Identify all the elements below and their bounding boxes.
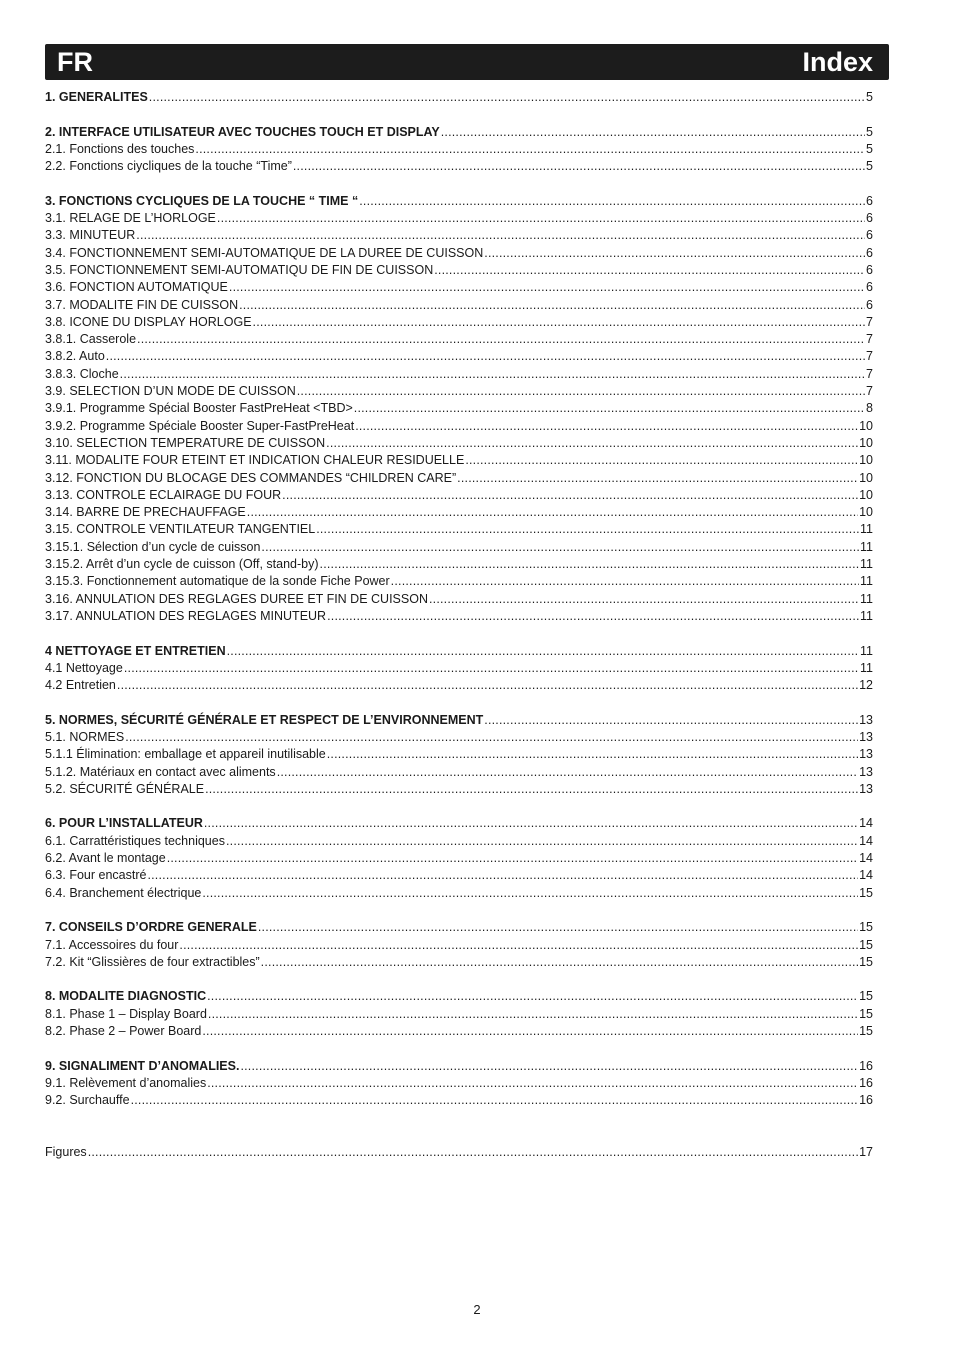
toc-entry[interactable]	[45, 366, 873, 383]
toc-entry-label: 2. INTERFACE UTILISATEUR AVEC TOUCHES TOUCH ET DISPLAY	[45, 124, 440, 139]
toc-entry[interactable]	[45, 573, 873, 590]
toc-dot-leader	[297, 383, 865, 400]
toc-dot-leader	[277, 764, 858, 781]
toc-entry-page: 15	[859, 954, 873, 969]
toc-entry-page: 16	[859, 1058, 873, 1073]
toc-entry-label: 3.9.2. Programme Spéciale Booster Super-FastPreHeat	[45, 418, 355, 433]
toc-dot-leader	[465, 452, 858, 469]
toc-dot-leader	[106, 348, 865, 365]
toc-entry-page: 16	[859, 1093, 873, 1108]
toc-section-entry[interactable]	[45, 919, 873, 936]
toc-entry-label: 7.1. Accessoires du four	[45, 937, 179, 952]
toc-entry[interactable]	[45, 556, 873, 573]
toc-entry-page: 14	[859, 868, 873, 883]
toc-entry-label: 3.12. FONCTION DU BLOCAGE DES COMMANDES “CHILDREN CARE”	[45, 470, 457, 485]
toc-section-entry[interactable]	[45, 815, 873, 832]
toc-dot-leader	[261, 954, 858, 971]
toc-entry-label: 6.3. Four encastré	[45, 868, 147, 883]
toc-entry[interactable]	[45, 1144, 873, 1161]
toc-entry-label: 3.1. RELAGE DE L’HORLOGE	[45, 211, 216, 226]
toc-entry[interactable]	[45, 1006, 873, 1023]
toc-dot-leader	[226, 833, 858, 850]
toc-entry-page: 6	[866, 297, 873, 312]
toc-dot-leader	[229, 279, 865, 296]
toc-entry-label: 3.9. SELECTION D’UN MODE DE CUISSON	[45, 384, 296, 399]
toc-entry-label: 3.5. FONCTIONNEMENT SEMI-AUTOMATIQU DE FIN DE CUISSON	[45, 262, 434, 277]
toc-entry[interactable]	[45, 435, 873, 452]
toc-entry[interactable]	[45, 746, 873, 763]
toc-entry-page: 5	[866, 141, 873, 156]
toc-entry[interactable]	[45, 383, 873, 400]
toc-entry[interactable]	[45, 660, 873, 677]
toc-entry-label: 4.2 Entretien	[45, 678, 116, 693]
toc-section-entry[interactable]	[45, 124, 873, 141]
toc-entry-page: 7	[866, 384, 873, 399]
toc-dot-leader	[484, 245, 865, 262]
toc-entry[interactable]	[45, 850, 873, 867]
toc-entry[interactable]	[45, 937, 873, 954]
toc-entry-page: 10	[859, 470, 873, 485]
toc-entry-page: 11	[860, 574, 873, 589]
toc-entry[interactable]	[45, 400, 873, 417]
toc-entry-label: 5. NORMES, SÉCURITÉ GÉNÉRALE ET RESPECT DE L’ENVIRONNEMENT	[45, 712, 484, 727]
toc-entry-page: 6	[866, 280, 873, 295]
toc-entry-page: 11	[860, 643, 873, 658]
toc-section-entry[interactable]	[45, 643, 873, 660]
toc-entry-page: 10	[859, 435, 873, 450]
toc-section-entry[interactable]	[45, 1058, 873, 1075]
toc-entry-page: 14	[859, 816, 873, 831]
toc-entry-label: 3.3. MINUTEUR	[45, 228, 136, 243]
toc-entry[interactable]	[45, 729, 873, 746]
toc-entry-page: 15	[859, 1006, 873, 1021]
toc-entry-label: 6.2. Avant le montage	[45, 851, 166, 866]
toc-entry[interactable]	[45, 504, 873, 521]
toc-entry-page: 11	[860, 522, 873, 537]
toc-dot-leader	[261, 539, 859, 556]
toc-entry-label: 3.15.2. Arrêt d’un cycle de cuisson (Off, stand-by)	[45, 557, 319, 572]
toc-entry-label: Figures	[45, 1145, 87, 1160]
toc-entry-label: 3.17. ANNULATION DES REGLAGES MINUTEUR	[45, 608, 327, 623]
toc-dot-leader	[217, 210, 865, 227]
toc-entry-page: 7	[866, 349, 873, 364]
toc-entry-label: 6. POUR L’INSTALLATEUR	[45, 816, 203, 831]
toc-dot-leader	[282, 487, 858, 504]
toc-entry-label: 4.1 Nettoyage	[45, 660, 123, 675]
toc-entry-label: 6.1. Carrattéristiques techniques	[45, 833, 225, 848]
toc-entry-page: 10	[859, 505, 873, 520]
toc-dot-leader	[293, 158, 865, 175]
toc-dot-leader	[239, 297, 865, 314]
index-header-bar	[45, 44, 889, 80]
toc-entry-label: 1. GENERALITES	[45, 90, 148, 104]
toc-entry-page: 15	[859, 885, 873, 900]
toc-entry-label: 3.13. CONTROLE ECLAIRAGE DU FOUR	[45, 487, 282, 502]
toc-entry-label: 9.2. Surchauffe	[45, 1093, 130, 1108]
toc-dot-leader	[117, 677, 858, 694]
toc-dot-leader	[258, 919, 858, 936]
toc-entry-label: 3.9.1. Programme Spécial Booster FastPreHeat <TBD>	[45, 401, 353, 416]
toc-entry-label: 3.15. CONTROLE VENTILATEUR TANGENTIEL	[45, 522, 316, 537]
toc-dot-leader	[326, 435, 858, 452]
toc-entry-page: 10	[859, 418, 873, 433]
toc-entry-label: 9. SIGNALIMENT D’ANOMALIES.	[45, 1058, 240, 1073]
toc-dot-leader	[207, 988, 858, 1005]
toc-dot-leader	[327, 608, 859, 625]
toc-entry[interactable]	[45, 521, 873, 538]
page-title: Index	[802, 47, 873, 77]
toc-dot-leader	[227, 643, 859, 660]
toc-entry-page: 15	[859, 1024, 873, 1039]
toc-spacer	[45, 625, 873, 642]
toc-spacer	[45, 971, 873, 988]
toc-dot-leader	[208, 1006, 858, 1023]
toc-entry[interactable]	[45, 245, 873, 262]
toc-entry-label: 3.7. MODALITE FIN DE CUISSON	[45, 297, 239, 312]
toc-entry-page: 7	[866, 314, 873, 329]
toc-entry-label: 3.8.1. Casserole	[45, 332, 137, 347]
toc-entry-label: 7. CONSEILS D’ORDRE GENERALE	[45, 920, 257, 935]
toc-spacer	[45, 1040, 873, 1057]
toc-entry-page: 13	[859, 764, 873, 779]
toc-entry-page: 6	[866, 193, 873, 208]
toc-dot-leader	[195, 141, 865, 158]
toc-entry[interactable]	[45, 885, 873, 902]
toc-entry-label: 3.11. MODALITE FOUR ETEINT ET INDICATION CHALEUR RESIDUELLE	[45, 453, 465, 468]
toc-entry-page: 5	[866, 124, 873, 139]
toc-entry-label: 2.1. Fonctions des touches	[45, 141, 195, 156]
toc-entry-label: 3.10. SELECTION TEMPERATURE DE CUISSON	[45, 435, 326, 450]
toc-dot-leader	[316, 521, 859, 538]
toc-entry-label: 3.4. FONCTIONNEMENT SEMI-AUTOMATIQUE DE LA DUREE DE CUISSON	[45, 245, 484, 260]
toc-entry-label: 3.8.3. Cloche	[45, 366, 119, 381]
toc-spacer	[45, 106, 873, 123]
toc-entry[interactable]	[45, 418, 873, 435]
toc-entry-page: 11	[860, 660, 873, 675]
toc-entry[interactable]	[45, 331, 873, 348]
toc-entry-label: 8.1. Phase 1 – Display Board	[45, 1006, 207, 1021]
toc-entry-page: 12	[859, 678, 873, 693]
toc-entry[interactable]	[45, 158, 873, 175]
toc-entry[interactable]	[45, 539, 873, 556]
toc-spacer	[45, 902, 873, 919]
toc-dot-leader	[149, 89, 865, 106]
toc-dot-leader	[320, 556, 859, 573]
toc-entry[interactable]	[45, 1075, 873, 1092]
toc-entry[interactable]	[45, 833, 873, 850]
toc-entry[interactable]	[45, 781, 873, 798]
toc-entry-label: 9.1. Relèvement d’anomalies	[45, 1075, 207, 1090]
toc-entry[interactable]	[45, 262, 873, 279]
toc-entry-page: 7	[866, 366, 873, 381]
toc-dot-leader	[359, 193, 865, 210]
toc-dot-leader	[204, 815, 858, 832]
toc-section-entry[interactable]	[45, 712, 873, 729]
toc-entry-label: 4 NETTOYAGE ET ENTRETIEN	[45, 643, 226, 658]
toc-entry-page: 15	[859, 920, 873, 935]
toc-entry-label: 3. FONCTIONS CYCLIQUES DE LA TOUCHE “ TIME “	[45, 193, 359, 208]
toc-entry-label: 3.6. FONCTION AUTOMATIQUE	[45, 280, 228, 295]
toc-entry-page: 15	[859, 989, 873, 1004]
toc-entry-page: 6	[866, 228, 873, 243]
toc-section-entry[interactable]	[45, 193, 873, 210]
toc-section-entry[interactable]	[45, 988, 873, 1005]
toc-entry-label: 7.2. Kit “Glissières de four extractibles”	[45, 954, 260, 969]
toc-dot-leader	[441, 124, 865, 141]
toc-entry-page: 11	[860, 608, 873, 623]
toc-dot-leader	[88, 1144, 858, 1161]
toc-dot-leader	[457, 470, 858, 487]
toc-spacer	[45, 694, 873, 711]
toc-entry-page: 7	[866, 332, 873, 347]
page-number: 2	[473, 1302, 481, 1317]
toc-entry-label: 6.4. Branchement électrique	[45, 885, 202, 900]
toc-entry[interactable]	[45, 297, 873, 314]
toc-entry[interactable]	[45, 608, 873, 625]
toc-entry[interactable]	[45, 470, 873, 487]
toc-dot-leader	[247, 504, 858, 521]
toc-dot-leader	[205, 781, 858, 798]
toc-entry[interactable]	[45, 764, 873, 781]
toc-entry[interactable]	[45, 487, 873, 504]
toc-dot-leader	[131, 1092, 859, 1109]
toc-entry-label: 3.15.1. Sélection d’un cycle de cuisson	[45, 539, 261, 554]
toc-entry[interactable]	[45, 314, 873, 331]
toc-entry-label: 2.2. Fonctions ciycliques de la touche “Time”	[45, 159, 292, 174]
toc-dot-leader	[327, 746, 858, 763]
toc-dot-leader	[124, 660, 859, 677]
toc-entry[interactable]	[45, 452, 873, 469]
toc-dot-leader	[179, 937, 858, 954]
toc-entry-label: 8.2. Phase 2 – Power Board	[45, 1024, 202, 1039]
toc-entry-page: 14	[859, 851, 873, 866]
toc-entry-page: 5	[866, 90, 873, 104]
toc-entry[interactable]	[45, 954, 873, 971]
toc-dot-leader	[137, 331, 865, 348]
toc-entry-page: 14	[859, 833, 873, 848]
toc-entry-page: 6	[866, 211, 873, 226]
toc-entry[interactable]	[45, 867, 873, 884]
toc-entry-page: 10	[859, 487, 873, 502]
toc-entry-label: 5.2. SÉCURITÉ GÉNÉRALE	[45, 781, 205, 796]
toc-dot-leader	[355, 418, 858, 435]
toc-dot-leader	[434, 262, 865, 279]
toc-entry-page: 13	[859, 747, 873, 762]
toc-entry[interactable]	[45, 141, 873, 158]
toc-entry-page: 11	[860, 557, 873, 572]
toc-entry-page: 13	[859, 712, 873, 727]
toc-entry-page: 17	[859, 1145, 873, 1160]
toc-entry-page: 13	[859, 729, 873, 744]
toc-entry-page: 5	[866, 159, 873, 174]
toc-entry-label: 8. MODALITE DIAGNOSTIC	[45, 989, 207, 1004]
toc-dot-leader	[147, 867, 858, 884]
toc-entry-page: 10	[859, 453, 873, 468]
toc-dot-leader	[167, 850, 858, 867]
toc-entry-label: 5.1.2. Matériaux en contact avec aliments	[45, 764, 276, 779]
toc-entry-label: 3.8.2. Auto	[45, 349, 105, 364]
toc-entry[interactable]	[45, 677, 873, 694]
toc-dot-leader	[240, 1058, 858, 1075]
toc-entry[interactable]	[45, 348, 873, 365]
toc-dot-leader	[253, 314, 866, 331]
toc-spacer	[45, 175, 873, 192]
toc-entry-page: 11	[860, 539, 873, 554]
toc-dot-leader	[484, 712, 858, 729]
language-label: FR	[57, 47, 93, 77]
toc-spacer	[45, 1110, 873, 1145]
toc-dot-leader	[391, 573, 859, 590]
toc-section-entry[interactable]	[45, 89, 873, 106]
toc-entry-label: 5.1.1 Élimination: emballage et appareil inutilisable	[45, 747, 326, 762]
toc-dot-leader	[136, 227, 865, 244]
toc-entry-page: 13	[859, 781, 873, 796]
toc-entry[interactable]	[45, 279, 873, 296]
table-of-contents	[45, 89, 873, 1161]
toc-entry-label: 5.1. NORMES	[45, 729, 125, 744]
toc-entry[interactable]	[45, 227, 873, 244]
toc-entry-label: 3.16. ANNULATION DES REGLAGES DUREE ET FIN DE CUISSON	[45, 591, 428, 606]
toc-dot-leader	[202, 885, 858, 902]
toc-dot-leader	[125, 729, 858, 746]
toc-spacer	[45, 798, 873, 815]
toc-entry[interactable]	[45, 210, 873, 227]
toc-dot-leader	[429, 591, 859, 608]
toc-entry-page: 6	[866, 262, 873, 277]
toc-entry-label: 3.14. BARRE DE PRECHAUFFAGE	[45, 505, 246, 520]
toc-entry[interactable]	[45, 1023, 873, 1040]
toc-entry[interactable]	[45, 591, 873, 608]
toc-entry-page: 15	[859, 937, 873, 952]
toc-entry-page: 11	[860, 591, 873, 606]
toc-entry-page: 8	[866, 401, 873, 416]
toc-entry-label: 3.15.3. Fonctionnement automatique de la sonde Fiche Power	[45, 574, 390, 589]
toc-entry-label: 3.8. ICONE DU DISPLAY HORLOGE	[45, 314, 252, 329]
toc-dot-leader	[354, 400, 865, 417]
toc-dot-leader	[207, 1075, 858, 1092]
toc-dot-leader	[120, 366, 865, 383]
toc-entry-page: 6	[866, 245, 873, 260]
toc-entry-page: 16	[859, 1075, 873, 1090]
toc-dot-leader	[202, 1023, 858, 1040]
toc-entry[interactable]	[45, 1092, 873, 1109]
